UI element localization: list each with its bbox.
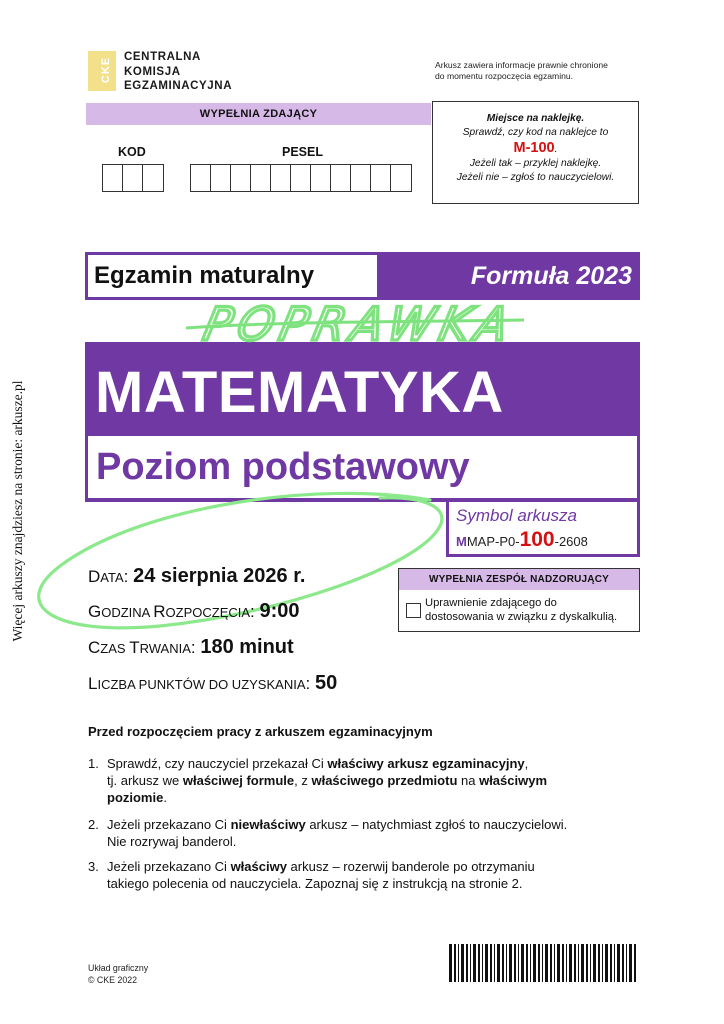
candidate-header [86, 103, 431, 125]
barcode-bar [470, 944, 471, 982]
legal-note-line-1: Arkusz zawiera informacje prawnie chronione [435, 60, 608, 70]
instruction-number: 1. [88, 756, 99, 771]
barcode-bar [454, 944, 456, 982]
supervisor-line-1: Uprawnienie zdającego do [425, 597, 557, 609]
start-label-f2: R [153, 602, 166, 621]
instruction-item-3 [88, 858, 648, 892]
barcode-bar [533, 944, 536, 982]
duration-value: 180 minut [200, 636, 294, 658]
poprawka-stamp-icon [186, 292, 526, 356]
pesel-cell[interactable] [331, 165, 351, 191]
instruction-number: 2. [88, 817, 99, 832]
barcode-bar [538, 944, 540, 982]
symbol-code [456, 528, 588, 552]
sticker-code: M-100 [513, 140, 555, 156]
text-run: arkusz – rozerwij banderole po otrzymaniu [286, 859, 535, 874]
text-run: arkusz – natychmiast zgłoś to nauczycielowi. [305, 817, 568, 832]
barcode-bar [569, 944, 572, 982]
logo-line-1: CENTRALNA [124, 51, 201, 63]
logo-line-2: KOMISJA [124, 65, 181, 78]
barcode-bar [514, 944, 516, 982]
instruction-item-2 [88, 816, 648, 850]
kod-cell[interactable] [143, 165, 163, 191]
text-run: . [163, 790, 167, 805]
barcode-bar [473, 944, 476, 982]
logo-line-3: EGZAMINACYJNA [124, 80, 233, 92]
barcode-bar [590, 944, 591, 982]
symbol-part1: MAP-P0- [466, 534, 520, 549]
barcode-bar [562, 944, 564, 982]
date-label-first: D [88, 567, 101, 586]
pesel-cell[interactable] [291, 165, 311, 191]
symbol-number: 100 [519, 528, 555, 551]
pesel-cell[interactable] [311, 165, 331, 191]
pesel-cell[interactable] [351, 165, 371, 191]
exam-name: Egzamin maturalny [94, 262, 315, 289]
barcode-bar [586, 944, 588, 982]
barcode-bar [461, 944, 464, 982]
start-label-r1: ODZINA [101, 605, 154, 620]
pesel-cell[interactable] [271, 165, 291, 191]
cke-logo-icon [88, 51, 116, 91]
pesel-cell[interactable] [391, 165, 411, 191]
pesel-input-grid[interactable] [190, 164, 412, 192]
barcode-bar [557, 944, 560, 982]
barcode-bar [598, 944, 600, 982]
pesel-cell[interactable] [191, 165, 211, 191]
duration-label-f2: T [129, 638, 140, 657]
bold-run: właściwy [230, 859, 287, 874]
text-run: tj. arkusz we [107, 773, 183, 788]
barcode-bar [521, 944, 524, 982]
barcode-bar [506, 944, 507, 982]
instructions-heading: Przed rozpoczęciem pracy z arkuszem egzaminacyjnym [88, 724, 433, 739]
bold-run: właściwy arkusz egzaminacyjny [327, 756, 525, 771]
barcode-bar [502, 944, 504, 982]
points-value: 50 [314, 672, 338, 694]
barcode-bar [634, 944, 636, 982]
bold-run: poziomie [107, 790, 164, 805]
exam-start: GODZINA ROZPOCZĘCIA: 9:00 [88, 600, 300, 622]
kod-input-grid[interactable] [102, 164, 164, 192]
barcode-bar [593, 944, 596, 982]
text-run: na [457, 773, 480, 788]
exam-duration: CZAS TRWANIA: 180 minut [88, 636, 294, 658]
duration-label-r1: ZAS [100, 641, 130, 656]
bold-run: właściwej formule [182, 773, 295, 788]
start-value: 9:00 [259, 600, 300, 622]
barcode-bar [494, 944, 495, 982]
barcode-icon [449, 944, 639, 982]
date-value: 24 sierpnia 2026 r. [133, 565, 306, 587]
exam-points: LICZBA PUNKTÓW DO UZYSKANIA: 50 [88, 672, 338, 694]
exam-date: DATA: 24 sierpnia 2026 r. [88, 565, 306, 587]
barcode-bar [509, 944, 512, 982]
barcode-bar [566, 944, 567, 982]
bold-run: właściwym [479, 773, 548, 788]
footer-line-1: Układ graficzny [88, 963, 149, 973]
text-run: Jeżeli przekazano Ci [107, 859, 231, 874]
date-label-rest: ATA [100, 570, 124, 585]
kod-cell[interactable] [123, 165, 143, 191]
duration-label-f1: C [88, 638, 101, 657]
barcode-bar [574, 944, 576, 982]
sticker-code-suffix: . [554, 144, 558, 155]
symbol-part2: -2608 [554, 534, 588, 549]
barcode-bar [466, 944, 468, 982]
pesel-label: PESEL [282, 145, 323, 159]
sticker-title: Miejsce na naklejkę. [486, 113, 585, 124]
barcode-bar [545, 944, 548, 982]
pesel-cell[interactable] [231, 165, 251, 191]
supervisor-line-2: dostosowania w związku z dyskalkulią. [425, 610, 618, 623]
pesel-cell[interactable] [211, 165, 231, 191]
instruction-item-1 [88, 755, 648, 806]
barcode-bar [458, 944, 459, 982]
start-label-f1: G [88, 602, 102, 621]
barcode-bar [518, 944, 519, 982]
points-label-f1: L [88, 674, 98, 693]
duration-label-r2: RWANIA [139, 641, 191, 656]
barcode-bar [578, 944, 579, 982]
instruction-number: 3. [88, 859, 99, 874]
barcode-bar [550, 944, 552, 982]
barcode-bar [449, 944, 452, 982]
subject-title: MATEMATYKA [95, 360, 504, 425]
bold-run: właściwego przedmiotu [311, 773, 458, 788]
barcode-bar [622, 944, 624, 982]
barcode-bar [626, 944, 627, 982]
sticker-box [432, 101, 639, 204]
barcode-bar [614, 944, 615, 982]
subject-level: Poziom podstawowy [96, 446, 470, 488]
bold-run: niewłaściwy [230, 817, 306, 832]
logo-abbr: CKE [100, 56, 113, 84]
legal-note-line-2: do momentu rozpoczęcia egzaminu. [435, 71, 574, 81]
barcode-bar [530, 944, 531, 982]
sticker-line-3: Jeżeli nie – zgłoś to nauczycielowi. [456, 171, 615, 183]
text-run: , [524, 756, 529, 771]
barcode-bar [526, 944, 528, 982]
side-note-text: Więcej arkuszy znajdziesz na stronie: arkusze.pl [10, 380, 25, 642]
pesel-cell[interactable] [371, 165, 391, 191]
barcode-bar [605, 944, 608, 982]
barcode-bar [482, 944, 483, 982]
barcode-bar [610, 944, 612, 982]
barcode-bar [490, 944, 492, 982]
points-label-r1: ICZBA PUNKTÓW DO UZYSKANIA [97, 677, 306, 692]
footer-credit [88, 963, 148, 986]
barcode-bar [581, 944, 584, 982]
text-run: Jeżeli przekazano Ci [107, 817, 231, 832]
legal-note [435, 60, 608, 82]
kod-label: KOD [118, 145, 146, 159]
barcode-bar [485, 944, 488, 982]
stamp-text: POPRAWKA [198, 297, 520, 351]
cke-logo-text [124, 50, 232, 94]
barcode-bar [478, 944, 480, 982]
text-run: takiego polecenia od nauczyciela. Zapoznaj się z instrukcją na stronie 2. [107, 876, 523, 891]
supervisor-text [425, 597, 617, 624]
text-run: , z [294, 773, 312, 788]
barcode-bar [554, 944, 555, 982]
kod-cell[interactable] [103, 165, 123, 191]
supervisor-header: WYPEŁNIA ZESPÓŁ NADZORUJĄCY [399, 569, 639, 590]
barcode-bar [629, 944, 632, 982]
barcode-bar [602, 944, 603, 982]
sticker-line-1: Sprawdź, czy kod na naklejce to [462, 126, 609, 138]
exam-name-box [88, 255, 377, 297]
symbol-label: Symbol arkusza [456, 506, 577, 525]
start-label-r2: OZPOCZĘCIA [165, 605, 251, 620]
exam-formula: Formuła 2023 [470, 262, 632, 290]
text-run: Nie rozrywaj banderol. [107, 834, 237, 849]
symbol-m: M [456, 534, 467, 549]
barcode-bar [497, 944, 500, 982]
pesel-cell[interactable] [251, 165, 271, 191]
dyscalculia-checkbox[interactable] [406, 603, 421, 618]
barcode-bar [617, 944, 620, 982]
text-run: Sprawdź, czy nauczyciel przekazał Ci [107, 756, 328, 771]
candidate-header-text: WYPEŁNIA ZDAJĄCY [199, 108, 318, 120]
sticker-line-2: Jeżeli tak – przyklej naklejkę. [469, 158, 602, 169]
footer-line-2: © CKE 2022 [88, 974, 138, 985]
barcode-bar [542, 944, 543, 982]
